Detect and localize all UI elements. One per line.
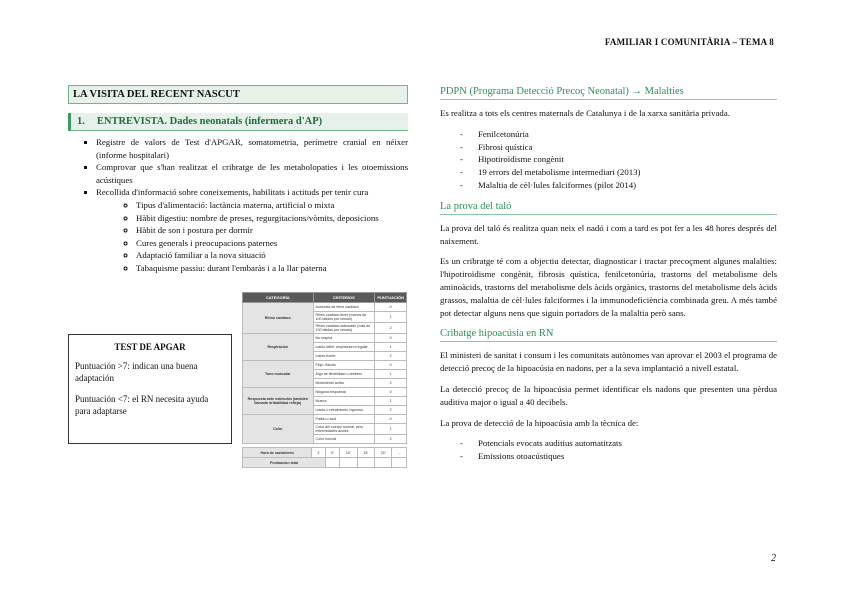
table-cell: Algo de flexibilidad o dobleez bbox=[313, 370, 375, 379]
list-item: - Fibrosi quística bbox=[460, 141, 777, 154]
table-cell: Llanto o retraimiento vigoroso bbox=[313, 406, 375, 415]
table-score: 2 bbox=[375, 379, 407, 388]
apgar-note-box bbox=[68, 334, 232, 444]
time-cell: 20' bbox=[375, 448, 392, 458]
table-score: 0 bbox=[375, 303, 407, 312]
table-cell: Ritmo cardiaco adecuado (más de 100 latidos por minuto) bbox=[313, 323, 375, 334]
subsection-number: 1. bbox=[77, 116, 85, 127]
sublist-item: ◦ Hàbit digestiu: nombre de preses, regurgitacions/vòmits, deposicions bbox=[136, 212, 408, 225]
paragraph: La detecció precoç de la hipoacúsia permet identificar els nadons que presenten una pèrdua auditiva major o igual a 40 decibels. bbox=[440, 383, 777, 407]
sublist-item: ◦ Tabaquisme passiu: durant l'embaràs i a la llar paterna bbox=[136, 262, 408, 275]
total-cell bbox=[340, 458, 357, 468]
time-label: Hora de nacimiento bbox=[243, 448, 312, 458]
paragraph: Es realitza a tots els centres maternals de Catalunya i de la xarxa sanitària privada. bbox=[440, 108, 730, 118]
table-score: 1 bbox=[375, 424, 407, 435]
table-cell: Mueca bbox=[313, 397, 375, 406]
paragraph: La prova de detecció de la hipoacúsia amb la tècnica de: bbox=[440, 417, 639, 428]
table-category: Color bbox=[243, 415, 314, 444]
hearing-screening-heading: Cribatge hipoacúsia en RN bbox=[440, 327, 777, 342]
table-category: Respuesta ante estímulos (también llamada irritabilidad refleja) bbox=[243, 388, 314, 415]
table-cell: Color normal bbox=[313, 435, 375, 444]
table-row bbox=[243, 361, 407, 370]
sublist-item: ◦ Hàbit de son i postura per dormir bbox=[136, 224, 408, 237]
apgar-note-line: Puntuación >7: indican una buena adaptación bbox=[75, 360, 198, 383]
table-score: 2 bbox=[375, 352, 407, 361]
section-title: LA VISITA DEL RECENT NASCUT bbox=[68, 85, 408, 104]
table-score: 1 bbox=[375, 312, 407, 323]
total-cell bbox=[326, 458, 340, 468]
list-item: - Fenilcetonúria bbox=[460, 128, 777, 141]
table-score: 1 bbox=[375, 343, 407, 352]
left-column bbox=[68, 85, 408, 275]
paragraph: Es un cribratge té com a objectiu detectar, diagnosticar i tractar precoçment algunes malalties: l'hipotiroïdisme congènit, fibrosis quística, fenilcetonúria, trastorns del metabolisme dels aminoàcids, trastorns del metabolisme dels àcids orgànics, trastorns del metabolisme dels àcids grassos, malaltia de cèl·lules falciformes i la immunodeficiència combinada greu. A més també pot detectar alguns nens que siguin portadors de la malaltia però sans. bbox=[440, 256, 777, 318]
list-item: ▪ Registre de valors de Test d'APGAR, somatometria, perímetre cranial en néixer (informe hospitalari) bbox=[96, 136, 408, 161]
apgar-note-line: Puntuación <7: el RN necesita ayuda para adaptarse bbox=[75, 393, 209, 416]
paragraph: El ministeri de sanitat i consum i les comunitats autònomes van aprovar el 2003 el programa de detecció precoç de la hipoacúsia en nadons, per a la seva implantació a nivell estatal. bbox=[440, 350, 777, 374]
time-cell: ... bbox=[392, 448, 407, 458]
list-item: - Hipotiroïdisme congènit bbox=[460, 153, 777, 166]
table-category: Tono muscular bbox=[243, 361, 314, 388]
list-item: ▪ Comprovar que s'han realitzat el cribratge de les metabolopaties i les otoemissions acústiques bbox=[96, 161, 408, 186]
table-score: 1 bbox=[375, 397, 407, 406]
table-category: Ritmo cardiaco bbox=[243, 303, 314, 334]
right-column bbox=[440, 85, 777, 471]
table-score: 0 bbox=[375, 361, 407, 370]
table-score: 2 bbox=[375, 435, 407, 444]
test-list bbox=[440, 437, 777, 463]
list-item: - Potencials evocats auditius automatitzats bbox=[460, 437, 777, 450]
list-item: - Emissions otoacústiques bbox=[460, 450, 777, 463]
total-cell bbox=[357, 458, 374, 468]
total-cell bbox=[392, 458, 407, 468]
table-row bbox=[243, 415, 407, 424]
subsection-heading bbox=[68, 113, 408, 131]
paragraph: La prova del taló és realitza quan neix el nadó i com a tard es pot fer a les 48 hores després del naixement. bbox=[440, 222, 777, 246]
interview-list bbox=[68, 136, 408, 275]
total-cell bbox=[375, 458, 392, 468]
table-cell: Color del cuerpo normal, pero extremidades azules bbox=[313, 424, 375, 435]
sublist-item: ◦ Adaptació familiar a la nova situació bbox=[136, 249, 408, 262]
table-header: PUNTUACIÓN bbox=[375, 293, 407, 303]
sublist-item: ◦ Tipus d'alimentació: lactància materna, artificial o mixta bbox=[136, 199, 408, 212]
table-row bbox=[243, 448, 407, 458]
table-cell: No respira bbox=[313, 334, 375, 343]
disease-list bbox=[440, 128, 777, 192]
table-score: 2 bbox=[375, 406, 407, 415]
table-header: CRITERIOS bbox=[313, 293, 375, 303]
table-score: 2 bbox=[375, 323, 407, 334]
table-cell: Ritmo cardiaco lento (menos de 100 latidos por minuto) bbox=[313, 312, 375, 323]
time-cell: 15' bbox=[357, 448, 374, 458]
time-cell: 1' bbox=[312, 448, 326, 458]
table-score: 0 bbox=[375, 415, 407, 424]
table-score: 0 bbox=[375, 334, 407, 343]
time-cell: 10' bbox=[340, 448, 357, 458]
table-header: CATEGORÍA bbox=[243, 293, 314, 303]
running-header: FAMILIAR I COMUNITÀRIA – TEMA 8 bbox=[604, 37, 774, 47]
heel-test-heading: La prova del taló bbox=[440, 200, 777, 215]
page-number: 2 bbox=[771, 553, 776, 564]
subsection-title: ENTREVISTA. Dades neonatals (infermera d'AP) bbox=[96, 116, 323, 127]
table-score: 0 bbox=[375, 388, 407, 397]
table-score: 1 bbox=[375, 370, 407, 379]
table-cell: Llanto fuerte bbox=[313, 352, 375, 361]
apgar-table bbox=[242, 292, 407, 444]
apgar-time-table bbox=[242, 447, 407, 468]
table-cell: Llanto débil: respiración irregular bbox=[313, 343, 375, 352]
list-item-text: Recollida d'informació sobre coneixements, habilitats i actituds per tenir cura bbox=[96, 187, 369, 198]
table-row bbox=[243, 334, 407, 343]
apgar-note-title: TEST DE APGAR bbox=[114, 342, 186, 352]
table-row bbox=[243, 388, 407, 397]
list-item bbox=[96, 186, 408, 274]
total-label: Puntuación total bbox=[243, 458, 326, 468]
table-cell: Movimiento activo bbox=[313, 379, 375, 388]
table-cell: Flojo, flácido bbox=[313, 361, 375, 370]
table-category: Respiración bbox=[243, 334, 314, 361]
table-cell: Ausencia de ritmo cardiaco bbox=[313, 303, 375, 312]
table-cell: Pálido o azul bbox=[313, 415, 375, 424]
table-row bbox=[243, 303, 407, 312]
pdpn-heading: PDPN (Programa Detecció Precoç Neonatal) → Malalties bbox=[440, 85, 777, 100]
sublist-item: ◦ Cures generals i preocupacions paternes bbox=[136, 237, 408, 250]
list-item: - Malaltia de cèl·lules falciformes (pilot 2014) bbox=[460, 179, 777, 192]
table-cell: Ninguna respuesta bbox=[313, 388, 375, 397]
table-row bbox=[243, 458, 407, 468]
list-item: - 19 errors del metabolisme intermediari (2013) bbox=[460, 166, 777, 179]
care-sublist bbox=[96, 199, 408, 275]
time-cell: 5' bbox=[326, 448, 340, 458]
